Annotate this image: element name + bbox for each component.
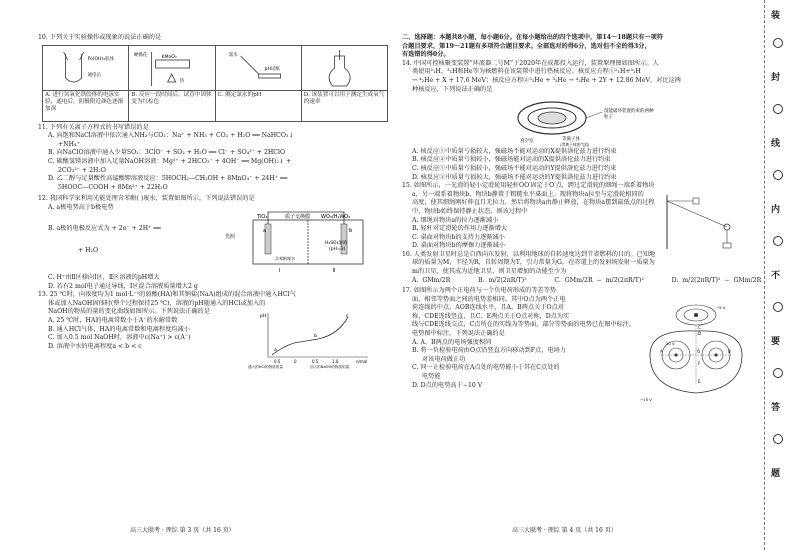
q17-line: C. 同一正检验电荷在A点处的电势能小于其在C点处的 (412, 364, 560, 372)
q16-line: m的卫星，使其成为近地卫星，则卫星增加的动能至少为 (412, 267, 567, 275)
q13-line: B. 通入HCl气体，HA的电离常数和电离程度均减小 (48, 325, 190, 333)
q13-options (38, 317, 238, 351)
fig-label: 光照 (225, 233, 236, 240)
q12-options (38, 204, 208, 256)
q16-option-a: A. GMm/2R (412, 276, 451, 284)
q14-option: C. 核反应①中质量亏损较小，强磁场不能对运动的Y提供洛伦兹力进行约束 (412, 164, 617, 172)
fig-label: 等离子体 (562, 137, 580, 143)
tokamak-figure (402, 94, 752, 148)
sidebar-char: 题 (771, 469, 781, 479)
fig-label: KMnO₄ (161, 54, 177, 60)
q11-line: 2CO₃²⁻ + 2H₂O (58, 166, 106, 174)
fig-label: a (263, 227, 267, 234)
equipotential-figure (640, 285, 752, 405)
q12-block (38, 204, 388, 274)
q14-line: 种核反应，下列说法正确的是 (412, 85, 493, 93)
fig-label: c (346, 313, 349, 319)
q17-line: D. D点的电势高于−10 V (412, 381, 483, 389)
q13-line: NaOH的物质的量的变化曲线如图所示。下列说法正确的是 (48, 308, 210, 316)
fig-label: TiO₂ (257, 213, 268, 220)
fig-label: A (660, 349, 663, 355)
q12-stem: 12. 我国科学家利用光能处理含苯酚( )废水，装置如图所示。下列说法错误的是 (38, 195, 255, 203)
q17-text (402, 287, 637, 390)
fig-label: pH试纸 (264, 66, 280, 72)
q13-line: 13. 25 ℃时，向浓度均为1 mol·L⁻¹的弱酸(HA)和其钠盐(NaA)组成的混合溶液中通入HCl气 (38, 291, 296, 299)
section-header: 有选错的得0分。 (402, 51, 450, 59)
fig-label: B (728, 349, 731, 355)
q10-option-b (129, 46, 215, 121)
sidebar-circle (773, 38, 783, 48)
q15-line: 高度，使其细绳刚好伸直且无拉力，然后将物块a由静止释放，在物块a摆到最低点的过程 (412, 199, 655, 207)
fig-label: 20 V (666, 341, 675, 347)
sidebar-circle (773, 236, 783, 246)
fig-label: Ⅱ (333, 267, 336, 274)
option-caption: C. 测定氯水的pH (217, 91, 262, 98)
q14-line: 14. 中国可控核聚变装置“环流器二号M”于2020年在成都投入运行，装置原理图如图所示。人 (402, 59, 659, 67)
q13-line: C. 加入0.5 mol NaOH时，溶液中c(Na⁺) > c(A⁻) (48, 334, 191, 342)
q11-line: +NH₄⁺ (58, 140, 80, 148)
fig-label: C (698, 325, 701, 331)
q11-line: D. 乙二醇与足量酸性高锰酸钾溶液反应：5HOCH₂—CH₂OH + 8MnO₄⁻ + 24H⁺ ══ (48, 175, 288, 183)
fig-label: n/mol (356, 358, 368, 364)
fig-label: 热 (179, 78, 185, 84)
q17-line: A. A、B两点的电场强度相同 (412, 338, 492, 346)
q10-option-c (216, 46, 302, 121)
q13-line: D. 溶液中水的电离程度a < b < c (48, 342, 142, 350)
fig-label: 真空室 (520, 139, 534, 145)
q16-options (402, 276, 762, 286)
fig-label: 加入的NaOH的物质的量 (310, 364, 350, 369)
q14-line: 类使用²₁H、³₁H和He等为核燃料在该装置中进行热核反应。核反应方程①²₁H+³₁H (412, 68, 641, 76)
fig-label: F (698, 361, 701, 367)
option-caption: D. 该装置可以用于测定生成氧气的速率 (303, 91, 385, 105)
q14-option: A. 核反应①中质量亏损较大，强磁场不能对运动的X提供洛伦兹力进行约束 (412, 147, 617, 155)
q17-block (402, 287, 752, 407)
sidebar-char: 不 (771, 271, 781, 281)
sidebar-char: 封 (771, 73, 781, 83)
q17-line: 面，相邻等势面之间的电势差相同。其中O点为两个正电 (412, 295, 566, 303)
q17-line: 荷连线的中点，AOB连线水平，且A、B两点关于O点对 (412, 304, 564, 312)
section-header: 二、选择题：本题共8小题，每小题6分。在每小题给出的四个选项中，第14～18题只有一项符 (402, 34, 663, 41)
fig-label: 0.5 (312, 358, 319, 364)
q15-line: D. 桌面对物块b的摩擦力逐渐减小 (412, 242, 506, 250)
q17-line: 17. 如图所示为两个正电荷与一个负电荷形成的等差等势 (402, 287, 557, 295)
fig-label: b (314, 333, 317, 339)
q15-block (402, 191, 752, 251)
fig-label: 0.5 (274, 358, 281, 364)
q15-line: 15. 如图所示，一光滑的轻小定滑轮用轻杆OO′固定于O′点，跨过定滑轮的细绳一端系着物块 (402, 182, 655, 190)
fig-label: Ⅰ (279, 267, 281, 274)
q12-line: D. 若有2 mol电子通过导线，Ⅰ区混合溶液质量增大2 g (48, 282, 198, 290)
q12-line: C. H⁺由Ⅱ区移向Ⅰ区，Ⅱ区溶液的pH增大 (48, 273, 160, 281)
ph-curve-figure (238, 309, 378, 369)
q15-line: C. 桌面对物块b的支持力逐渐减小 (412, 233, 505, 241)
q10-option-a (43, 46, 129, 121)
q17-line: B. 将一负检验电荷由O点沿竖直方向移动到F点，电场力 (412, 347, 566, 355)
q16-option-b: B. m/2(2πR/T)² (478, 276, 527, 284)
q17-line: 电势能 (422, 373, 441, 381)
fig-label: E (698, 379, 701, 385)
q11-line: A. 向饱和NaCl溶液中依次通入NH₃与CO₂：Na⁺ + NH₃ + CO₂ + H₂O ══ NaHCO₃↓ (48, 132, 294, 140)
q14-line: → ⁴₂He + X + 17.6 MeV；核反应方程②³₂He + ³₂He → ⁴₂He + 2Y + 12.86 MeV，对比这两 (412, 76, 681, 84)
fig-label: −15 V (640, 397, 652, 403)
q17-line: 线与CDE连线交点，C点所在的实线为等势面，部分等势面的电势已在图中标注。 (412, 321, 636, 329)
q13-block (38, 313, 388, 369)
q16-option-c: C. GMm/2R − m/2(2πR/T)² (554, 276, 644, 284)
fig-label: 质子交换膜 (285, 213, 311, 220)
q12-line: + H₂O (78, 247, 99, 255)
q16-line: 球的质量为M，半径为R，自转周期为T，引力常量为G，在赤道上的发射场发射一质量为 (412, 259, 655, 267)
sidebar-circle (773, 104, 783, 114)
fig-label: 通电后 (87, 72, 102, 78)
fig-label: WO₃/H₂WO₃ (321, 213, 351, 220)
q15-line: a，另一端系着物块b，物块b静置于粗糙水平桌面上。现将物块a拉至与定滑轮相同的 (412, 190, 644, 198)
fig-label: 没能破坏装置约束的两种 (604, 109, 654, 115)
right-column (402, 34, 762, 407)
q16-line: 16. 人类发射卫星时总是自西向东发射，以利用地球的自转速度达到节省燃料的目的。已知地 (402, 250, 656, 258)
sidebar-circle (773, 368, 783, 378)
fig-label: a (274, 347, 277, 353)
q10-stem: 10. 下列关于实验操作或现象的说法正确的是 (38, 34, 162, 41)
photoelectro-cell-figure (213, 208, 383, 274)
fig-label: Fe(OH)₃胶体 (87, 56, 114, 62)
fig-label: D (698, 331, 702, 337)
sidebar-char: 线 (771, 139, 781, 149)
q17-line: 称，CDE连线竖直，且C、E两点关于O点对称，D点为实 (412, 312, 570, 320)
sidebar-char: 装 (771, 11, 781, 21)
sidebar-circle (773, 302, 783, 312)
option-caption: A. 进行氢氧化铁胶体的电泳实验，通电后，阴极附近颜色逐渐加深 (45, 91, 124, 112)
fig-label: 硬棉花 (133, 52, 148, 58)
binding-line-sidebar (764, 0, 795, 550)
q13-line: 体或加入NaOH固体时(整个过程保持25 ℃)，溶液的pH随通入的HCl或加入的 (48, 299, 266, 307)
sidebar-char: 答 (771, 403, 781, 413)
q15-line: A. 细绳对物块a的拉力逐渐减小 (412, 216, 499, 224)
section-header: 合题目要求，第19～21题有多项符合题目要求。全部选对的得6分，选对但不全的得3分， (402, 42, 651, 50)
fig-label: pH (260, 313, 267, 319)
q11-stem: 11. 下列有关离子方程式的书写错误的是 (38, 123, 149, 131)
page-footer-right: 高三大联考 · 理综 第 4 页（共 16 页） (512, 527, 617, 534)
q14-option: B. 核反应②中质量亏损较小，强磁场能对运动的X提供洛伦兹力进行约束 (412, 156, 611, 164)
sidebar-char: 要 (771, 337, 781, 347)
q15-text (402, 190, 655, 251)
page-footer-left: 高三大联考 · 理综 第 3 页（共 16 页） (130, 527, 235, 534)
fig-label: 1.0 (332, 358, 339, 364)
fig-label: 含苯酚废水 (275, 255, 295, 261)
fig-label: 0 (294, 358, 297, 364)
q10-table (42, 45, 388, 122)
fig-label: 通入的HCl的物质的量 (248, 364, 283, 369)
ph-paper-figure (216, 46, 301, 91)
fig-label: H₂SO₄溶液 (325, 240, 348, 246)
fig-label: b (349, 227, 353, 234)
fig-label: 粒子 (604, 115, 613, 121)
fig-label: 氯水 (228, 52, 238, 58)
option-caption: B. 反应一段时间后，试管中固体变为红棕色 (131, 91, 212, 105)
oxygen-rate-figure (302, 46, 387, 91)
sidebar-circle (773, 434, 783, 444)
q17-line: 对该电荷做正功 (422, 355, 466, 363)
sidebar-circle (773, 170, 783, 180)
left-column (38, 34, 388, 369)
q13-line: A. 25 ℃时，HA的电离常数小于A⁻的水解常数 (48, 316, 178, 324)
q10-option-d (302, 46, 387, 121)
fig-label: (等离子体的气流) (560, 142, 590, 148)
q17-line: 电势图中标注。下列说法正确的是 (412, 330, 505, 338)
q12-line: A. a极电势高于b极电势 (48, 203, 114, 211)
q15-line: B. 轻杆对定滑轮的作用力逐渐增大 (412, 225, 508, 233)
pulley-figure (657, 191, 747, 251)
q16-option-d: D. m/2(2πR/T)² − GMm/2R (671, 276, 762, 284)
electrophoresis-figure (43, 46, 128, 91)
q15-line: 中，物块b始终保持静止状态，则该过程中 (412, 207, 528, 215)
q12-line: B. a极的电极反应式为 + 2e⁻ + 2H⁺ ══ (48, 224, 161, 232)
fig-label: (pH=3) (329, 246, 346, 252)
heating-figure (129, 46, 214, 91)
sidebar-char: 内 (771, 205, 781, 215)
fig-label: O (697, 349, 701, 355)
q11-line: B. 向NaClO溶液中通入少量SO₂：3ClO⁻ + SO₂ + H₂O ══ Cl⁻ + SO₄²⁻ + 2HClO (48, 149, 286, 157)
q11-line: C. 碳酸氢镁溶液中加入足量NaOH溶液：Mg²⁺ + 2HCO₃⁻ + 4OH⁻ ══ Mg(OH)₂↓ + (48, 157, 292, 165)
q14-option: D. 核反应②中质量亏损较大，强磁场不能对运动的Y提供洛伦兹力进行约束 (412, 173, 617, 181)
q11-line: 5HOOC—COOH + 8Mn²⁺ + 22H₂O (58, 183, 168, 191)
fig-label: −5 V (716, 305, 726, 311)
